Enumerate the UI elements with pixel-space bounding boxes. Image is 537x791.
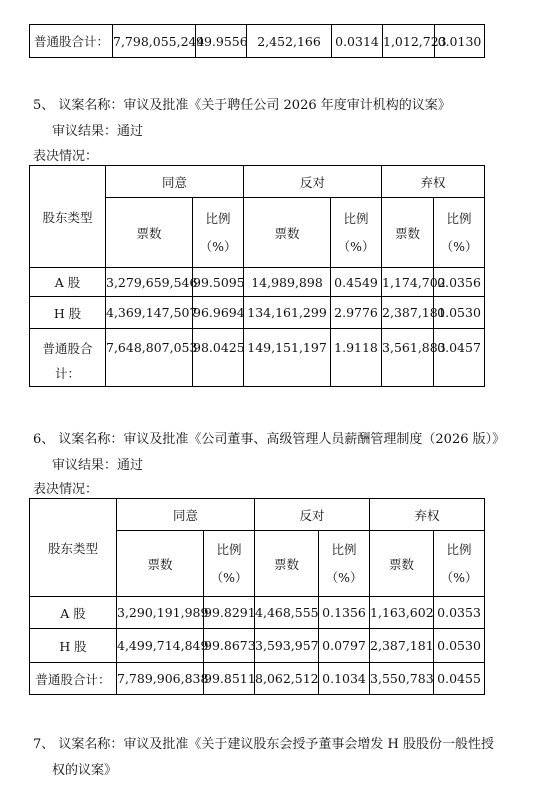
- holder-type-header: 股东类型: [30, 499, 117, 597]
- agree-ratio: 99.5095: [193, 268, 244, 297]
- votes-header: 票数: [117, 531, 204, 597]
- ratio-header: 比例 （%）: [331, 198, 382, 268]
- against-votes: 149,151,197: [244, 329, 331, 387]
- abstain-votes: 1,012,723: [383, 25, 435, 58]
- table-row: [30, 597, 485, 629]
- agree-votes: 7,789,906,838: [117, 663, 204, 695]
- agree-ratio: 98.0425: [193, 329, 244, 387]
- against-votes: 134,161,299: [244, 297, 331, 329]
- table-row: [30, 629, 485, 663]
- item5-vote-table: [29, 165, 485, 387]
- item6-title: 6、 议案名称：审议及批准《公司董事、高级管理人员薪酬管理制度（2026 版）》: [33, 432, 506, 447]
- abstain-ratio: 0.0530: [434, 629, 485, 663]
- agree-votes: 4,499,714,849: [117, 629, 204, 663]
- agree-ratio: 99.9556: [196, 25, 247, 58]
- item6-result: 审议结果：通过: [52, 458, 144, 473]
- votes-header: 票数: [255, 531, 319, 597]
- agree-votes: 3,290,191,989: [117, 597, 204, 629]
- abstain-ratio: 0.0130: [435, 25, 485, 58]
- votes-header: 票数: [244, 198, 331, 268]
- abstain-header: 弃权: [370, 499, 485, 531]
- table-row: [30, 297, 485, 329]
- ratio-header: 比例 （%）: [193, 198, 244, 268]
- against-header: 反对: [244, 166, 382, 198]
- agree-ratio: 99.8511: [204, 663, 255, 695]
- abstain-ratio: 0.0353: [434, 597, 485, 629]
- table-row-total: [30, 663, 485, 695]
- against-votes: 2,452,166: [247, 25, 332, 58]
- holder-type: A 股: [30, 268, 106, 297]
- holder-type: 普通股合计：: [30, 663, 117, 695]
- against-ratio: 0.1356: [319, 597, 370, 629]
- agree-header: 同意: [106, 166, 244, 198]
- abstain-votes: 1,174,702: [382, 268, 434, 297]
- agree-ratio: 99.8291: [204, 597, 255, 629]
- agree-votes: 4,369,147,507: [106, 297, 193, 329]
- against-ratio: 0.1034: [319, 663, 370, 695]
- abstain-ratio: 0.0356: [434, 268, 485, 297]
- against-votes: 3,593,957: [255, 629, 319, 663]
- item6-vote-table: [29, 498, 485, 695]
- holder-type: H 股: [30, 297, 106, 329]
- votes-header: 票数: [382, 198, 434, 268]
- against-ratio: 0.0797: [319, 629, 370, 663]
- holder-type: A 股: [30, 597, 117, 629]
- item7-title-line2: 权的议案》: [52, 763, 118, 778]
- against-votes: 4,468,555: [255, 597, 319, 629]
- agree-votes: 7,648,807,053: [106, 329, 193, 387]
- agree-votes: 7,798,055,244: [113, 25, 196, 58]
- against-votes: 14,989,898: [244, 268, 331, 297]
- previous-vote-table-total: [29, 24, 485, 58]
- table-row: [30, 268, 485, 297]
- agree-votes: 3,279,659,546: [106, 268, 193, 297]
- against-ratio: 1.9118: [331, 329, 382, 387]
- votes-header: 票数: [106, 198, 193, 268]
- ratio-header: 比例 （%）: [434, 531, 485, 597]
- ratio-header: 比例 （%）: [434, 198, 485, 268]
- abstain-votes: 1,163,602: [370, 597, 434, 629]
- holder-type: 普通股合 计：: [30, 329, 106, 387]
- item6-vote-label: 表决情况：: [33, 482, 99, 497]
- abstain-votes: 2,387,181: [370, 629, 434, 663]
- item5-result: 审议结果：通过: [52, 124, 144, 139]
- against-ratio: 2.9776: [331, 297, 382, 329]
- votes-header: 票数: [370, 531, 434, 597]
- item5-title: 5、 议案名称：审议及批准《关于聘任公司 2026 年度审计机构的议案》: [33, 98, 451, 113]
- agree-ratio: 96.9694: [193, 297, 244, 329]
- against-header: 反对: [255, 499, 370, 531]
- against-ratio: 0.4549: [331, 268, 382, 297]
- ratio-header: 比例 （%）: [319, 531, 370, 597]
- item7-title-line1: 7、 议案名称：审议及批准《关于建议股东会授予董事会增发 H 股股份一般性授: [33, 737, 495, 752]
- ratio-header: 比例 （%）: [204, 531, 255, 597]
- table-row-total: [30, 329, 485, 387]
- abstain-ratio: 0.0530: [434, 297, 485, 329]
- abstain-header: 弃权: [382, 166, 485, 198]
- total-label: 普通股合计：: [30, 25, 113, 58]
- abstain-votes: 2,387,181: [382, 297, 434, 329]
- abstain-votes: 3,561,883: [382, 329, 434, 387]
- item5-vote-label: 表决情况：: [33, 149, 99, 164]
- holder-type: H 股: [30, 629, 117, 663]
- abstain-ratio: 0.0457: [434, 329, 485, 387]
- holder-type-header: 股东类型: [30, 166, 106, 268]
- agree-ratio: 99.8673: [204, 629, 255, 663]
- against-votes: 8,062,512: [255, 663, 319, 695]
- agree-header: 同意: [117, 499, 255, 531]
- abstain-votes: 3,550,783: [370, 663, 434, 695]
- abstain-ratio: 0.0455: [434, 663, 485, 695]
- against-ratio: 0.0314: [332, 25, 383, 58]
